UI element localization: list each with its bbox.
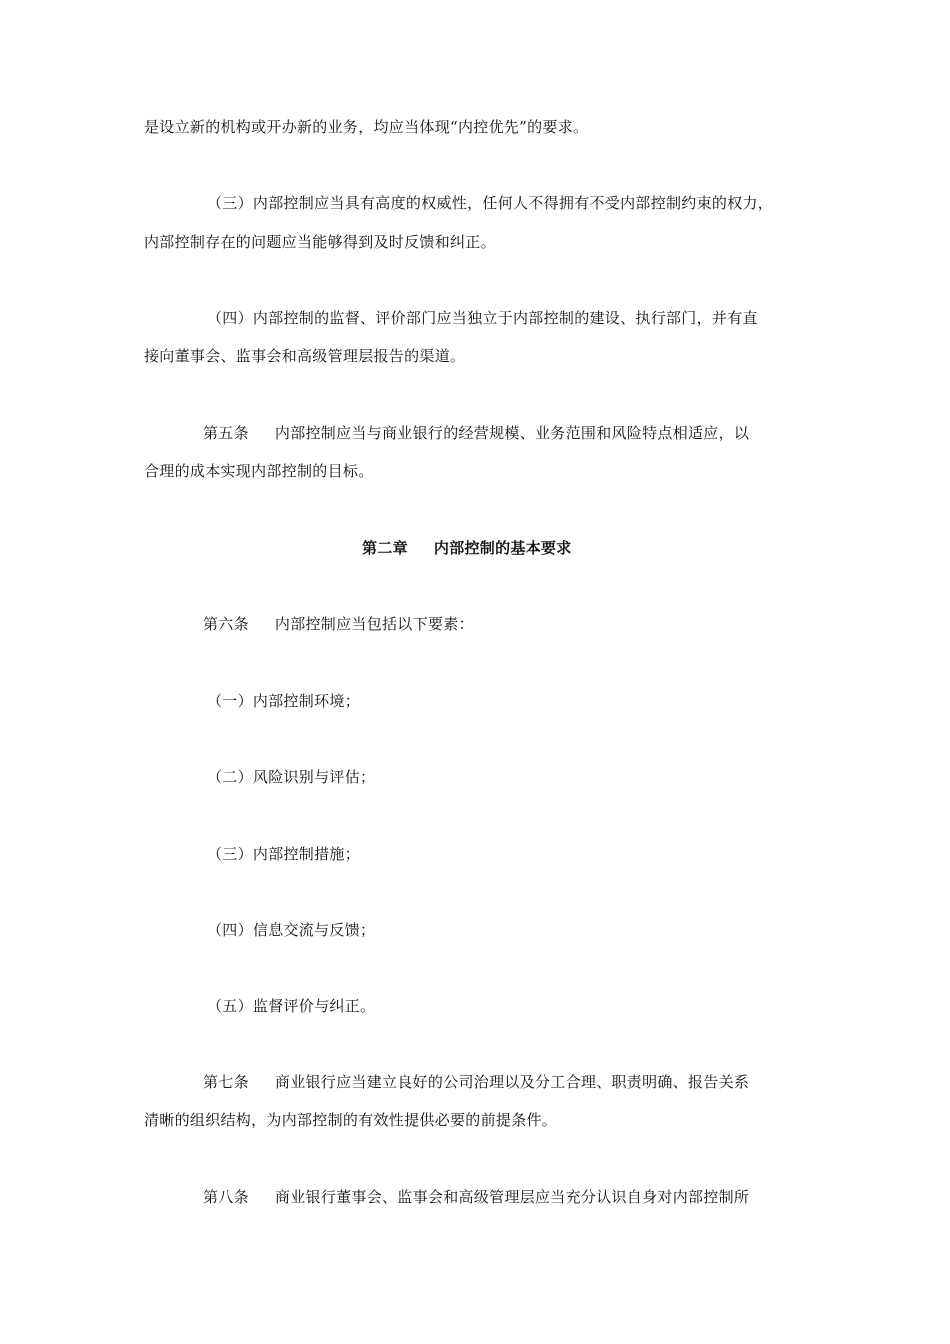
article-label: 第六条 [203, 615, 249, 633]
list-item [207, 996, 375, 1016]
article-label: 第八条 [203, 1188, 249, 1206]
article-label: 第七条 [203, 1073, 249, 1091]
list-item-text: （二）风险识别与评估； [207, 768, 376, 786]
article-7-line-1 [203, 1072, 749, 1092]
article-5-line-2 [144, 461, 374, 481]
paragraph-text: 接向董事会、监事会和高级管理层报告的渠道。 [144, 347, 466, 365]
list-item-text: （一）内部控制环境； [207, 692, 361, 710]
paragraph-text: 是设立新的机构或开办新的业务，均应当体现“内控优先”的要求。 [144, 118, 589, 136]
article-text: 内部控制应当包括以下要素： [274, 615, 474, 633]
list-item [207, 844, 360, 864]
paragraph-continuation [144, 117, 588, 137]
list-item [207, 767, 375, 787]
article-text: 商业银行应当建立良好的公司治理以及分工合理、职责明确、报告关系 [274, 1073, 750, 1091]
paragraph-text: （三）内部控制应当具有高度的权威性，任何人不得拥有不受内部控制约束的权力， [207, 194, 774, 212]
list-item-text: （三）内部控制措施； [207, 845, 361, 863]
article-5-line-1 [203, 423, 749, 443]
paragraph-item-4-line-2 [144, 346, 465, 366]
paragraph-item-3-line-1 [207, 193, 773, 213]
chapter-title: 内部控制的基本要求 [433, 539, 572, 557]
article-text: 合理的成本实现内部控制的目标。 [144, 462, 374, 480]
list-item-text: （四）信息交流与反馈； [207, 921, 376, 939]
article-text: 商业银行董事会、监事会和高级管理层应当充分认识自身对内部控制所 [274, 1188, 750, 1206]
list-item [207, 920, 375, 940]
paragraph-item-3-line-2 [144, 232, 496, 252]
list-item [207, 691, 360, 711]
article-7-line-2 [144, 1110, 557, 1130]
chapter-number: 第二章 [362, 539, 408, 557]
paragraph-item-4-line-1 [207, 308, 758, 328]
article-6-line-1 [203, 614, 474, 634]
list-item-text: （五）监督评价与纠正。 [207, 997, 376, 1015]
article-text: 清晰的组织结构，为内部控制的有效性提供必要的前提条件。 [144, 1111, 558, 1129]
paragraph-text: （四）内部控制的监督、评价部门应当独立于内部控制的建设、执行部门，并有直 [207, 309, 758, 327]
article-label: 第五条 [203, 424, 249, 442]
article-8-line-1 [203, 1187, 749, 1207]
chapter-heading [362, 538, 572, 558]
article-text: 内部控制应当与商业银行的经营规模、业务范围和风险特点相适应，以 [274, 424, 750, 442]
paragraph-text: 内部控制存在的问题应当能够得到及时反馈和纠正。 [144, 233, 496, 251]
